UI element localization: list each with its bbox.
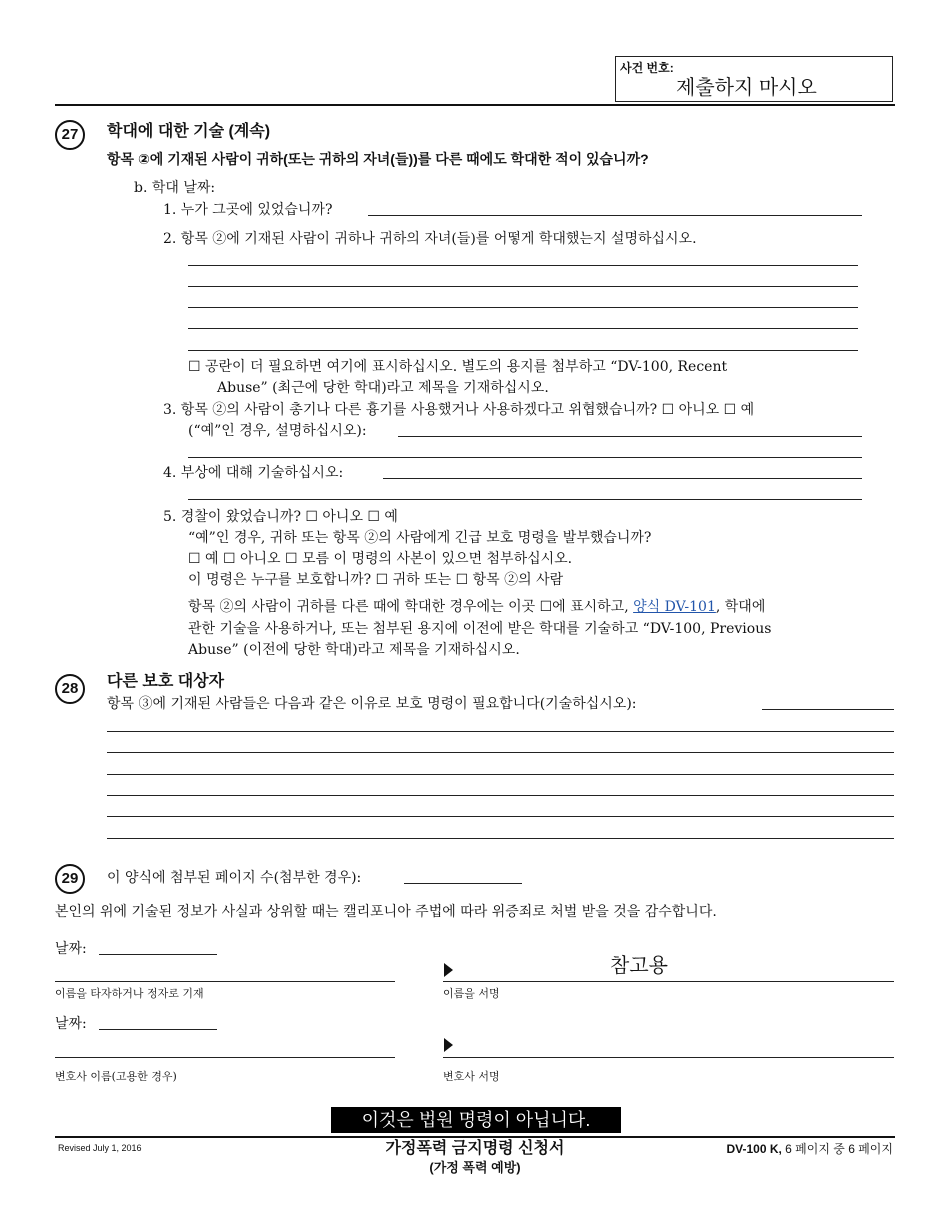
form-title: 가정폭력 금지명령 신청서 xyxy=(385,1140,565,1157)
case-number-label: 사건 번호: xyxy=(620,61,674,75)
item-28-title: 다른 보호 대상자 xyxy=(107,673,225,690)
reference-only-stamp: 참고용 xyxy=(610,955,668,977)
item-5-emergency-question: “예”인 경우, 귀하 또는 항목 ②의 사람에게 긴급 보호 명령을 발부했습니까? xyxy=(188,530,652,546)
item-2-label: 2. 항목 ②에 기재된 사람이 귀하나 귀하의 자녀(들)를 어떻게 학대했는지 설명하십시오. xyxy=(163,231,697,247)
other-protected-field[interactable] xyxy=(762,709,894,710)
case-number-value: 제출하지 마시오 xyxy=(676,77,817,99)
who-was-there-field[interactable] xyxy=(368,215,862,216)
printed-name-line[interactable] xyxy=(55,981,395,982)
revised-date: Revised July 1, 2016 xyxy=(58,1143,142,1153)
previous-abuse-text-b: , 학대에 xyxy=(715,599,766,615)
item-1-label: 1. 누가 그곳에 있었습니까? xyxy=(163,202,333,218)
date-label-2: 날짜: xyxy=(55,1016,87,1032)
other-protected-line[interactable] xyxy=(107,838,894,839)
header-rule xyxy=(55,104,895,106)
describe-abuse-line[interactable] xyxy=(188,350,858,351)
other-protected-line[interactable] xyxy=(107,816,894,817)
item-4-label: 4. 부상에 대해 기술하십시오: xyxy=(163,465,344,481)
sign-arrow-icon xyxy=(444,1038,453,1052)
item-27-title: 학대에 대한 기술 (계속) xyxy=(107,123,271,140)
item-29-text: 이 양식에 첨부된 페이지 수(첨부한 경우): xyxy=(107,870,362,886)
date-field[interactable] xyxy=(99,954,217,955)
lawyer-signature-line[interactable] xyxy=(443,1057,894,1058)
lawyer-name-line[interactable] xyxy=(55,1057,395,1058)
previous-abuse-line3: Abuse” (이전에 당한 학대)라고 제목을 기재하십시오. xyxy=(188,642,520,658)
printed-name-caption: 이름을 타자하거나 정자로 기재 xyxy=(55,987,204,1000)
perjury-declaration: 본인의 위에 기술된 정보가 사실과 상위할 때는 캘리포니아 주법에 따라 위증죄로 처벌 받을 것을 감수합니다. xyxy=(55,904,717,920)
date-label: 날짜: xyxy=(55,941,87,957)
previous-abuse-line1 xyxy=(188,599,765,615)
sign-arrow-icon xyxy=(444,963,453,977)
form-id: DV-100 K, xyxy=(726,1142,782,1156)
signature-caption: 이름을 서명 xyxy=(443,987,500,1000)
form-dv-101-link[interactable]: 양식 DV-101 xyxy=(633,599,716,615)
footer-rule xyxy=(55,1136,895,1138)
previous-abuse-text-a[interactable]: 항목 ②의 사람이 귀하를 다른 때에 학대한 경우에는 이곳 ☐에 표시하고, xyxy=(188,599,634,615)
other-protected-line[interactable] xyxy=(107,752,894,753)
item-5-protects-whom[interactable]: 이 명령은 누구를 보호합니까? ☐ 귀하 또는 ☐ 항목 ②의 사람 xyxy=(188,572,564,588)
not-court-order-banner: 이것은 법원 명령이 아닙니다. xyxy=(331,1107,621,1133)
more-space-checkbox-text[interactable]: ☐ 공란이 더 필요하면 여기에 표시하십시오. 별도의 용지를 첨부하고 “DV-100, Recent xyxy=(188,359,728,375)
attached-pages-field[interactable] xyxy=(404,883,522,884)
item-27-question: 항목 ②에 기재된 사람이 귀하(또는 귀하의 자녀(들))를 다른 때에도 학대한 적이 있습니까? xyxy=(107,151,649,167)
item-27-number: 27 xyxy=(55,120,85,150)
describe-abuse-line[interactable] xyxy=(188,265,858,266)
other-protected-line[interactable] xyxy=(107,774,894,775)
page-number: 6 페이지 중 6 페이지 xyxy=(781,1142,893,1156)
describe-abuse-line[interactable] xyxy=(188,307,858,308)
item-28-number: 28 xyxy=(55,674,85,704)
signature-line[interactable] xyxy=(443,981,894,982)
lawyer-name-caption: 변호사 이름(고용한 경우) xyxy=(55,1070,177,1083)
abuse-date-label: b. 학대 날짜: xyxy=(134,180,216,196)
item-28-text: 항목 ③에 기재된 사람들은 다음과 같은 이유로 보호 명령이 필요합니다(기술하십시오): xyxy=(107,696,637,712)
weapon-explain-field[interactable] xyxy=(398,436,862,437)
other-protected-line[interactable] xyxy=(107,795,894,796)
weapon-explain-line[interactable] xyxy=(188,457,862,458)
item-5-emergency-options[interactable]: ☐ 예 ☐ 아니오 ☐ 모름 이 명령의 사본이 있으면 첨부하십시오. xyxy=(188,551,573,567)
describe-abuse-line[interactable] xyxy=(188,286,858,287)
item-3-label[interactable]: 3. 항목 ②의 사람이 총기나 다른 흉기를 사용했거나 사용하겠다고 위협했습니까? ☐ 아니오 ☐ 예 xyxy=(163,402,755,418)
item-3-explain-label: (“예”인 경우, 설명하십시오): xyxy=(188,423,367,439)
case-number-box xyxy=(615,56,893,102)
describe-abuse-line[interactable] xyxy=(188,328,858,329)
item-5-label[interactable]: 5. 경찰이 왔었습니까? ☐ 아니오 ☐ 예 xyxy=(163,509,398,525)
previous-abuse-line2: 관한 기술을 사용하거나, 또는 첨부된 용지에 이전에 받은 학대를 기술하고 “DV-100, Previous xyxy=(188,621,772,637)
lawyer-signature-caption: 변호사 서명 xyxy=(443,1070,500,1083)
item-29-number: 29 xyxy=(55,864,85,894)
form-page-info xyxy=(726,1142,893,1156)
injury-field[interactable] xyxy=(383,478,862,479)
injury-line[interactable] xyxy=(188,499,862,500)
more-space-text-line2: Abuse” (최근에 당한 학대)라고 제목을 기재하십시오. xyxy=(217,380,549,396)
date-field-2[interactable] xyxy=(99,1029,217,1030)
form-subtitle: (가정 폭력 예방) xyxy=(429,1160,521,1175)
other-protected-line[interactable] xyxy=(107,731,894,732)
